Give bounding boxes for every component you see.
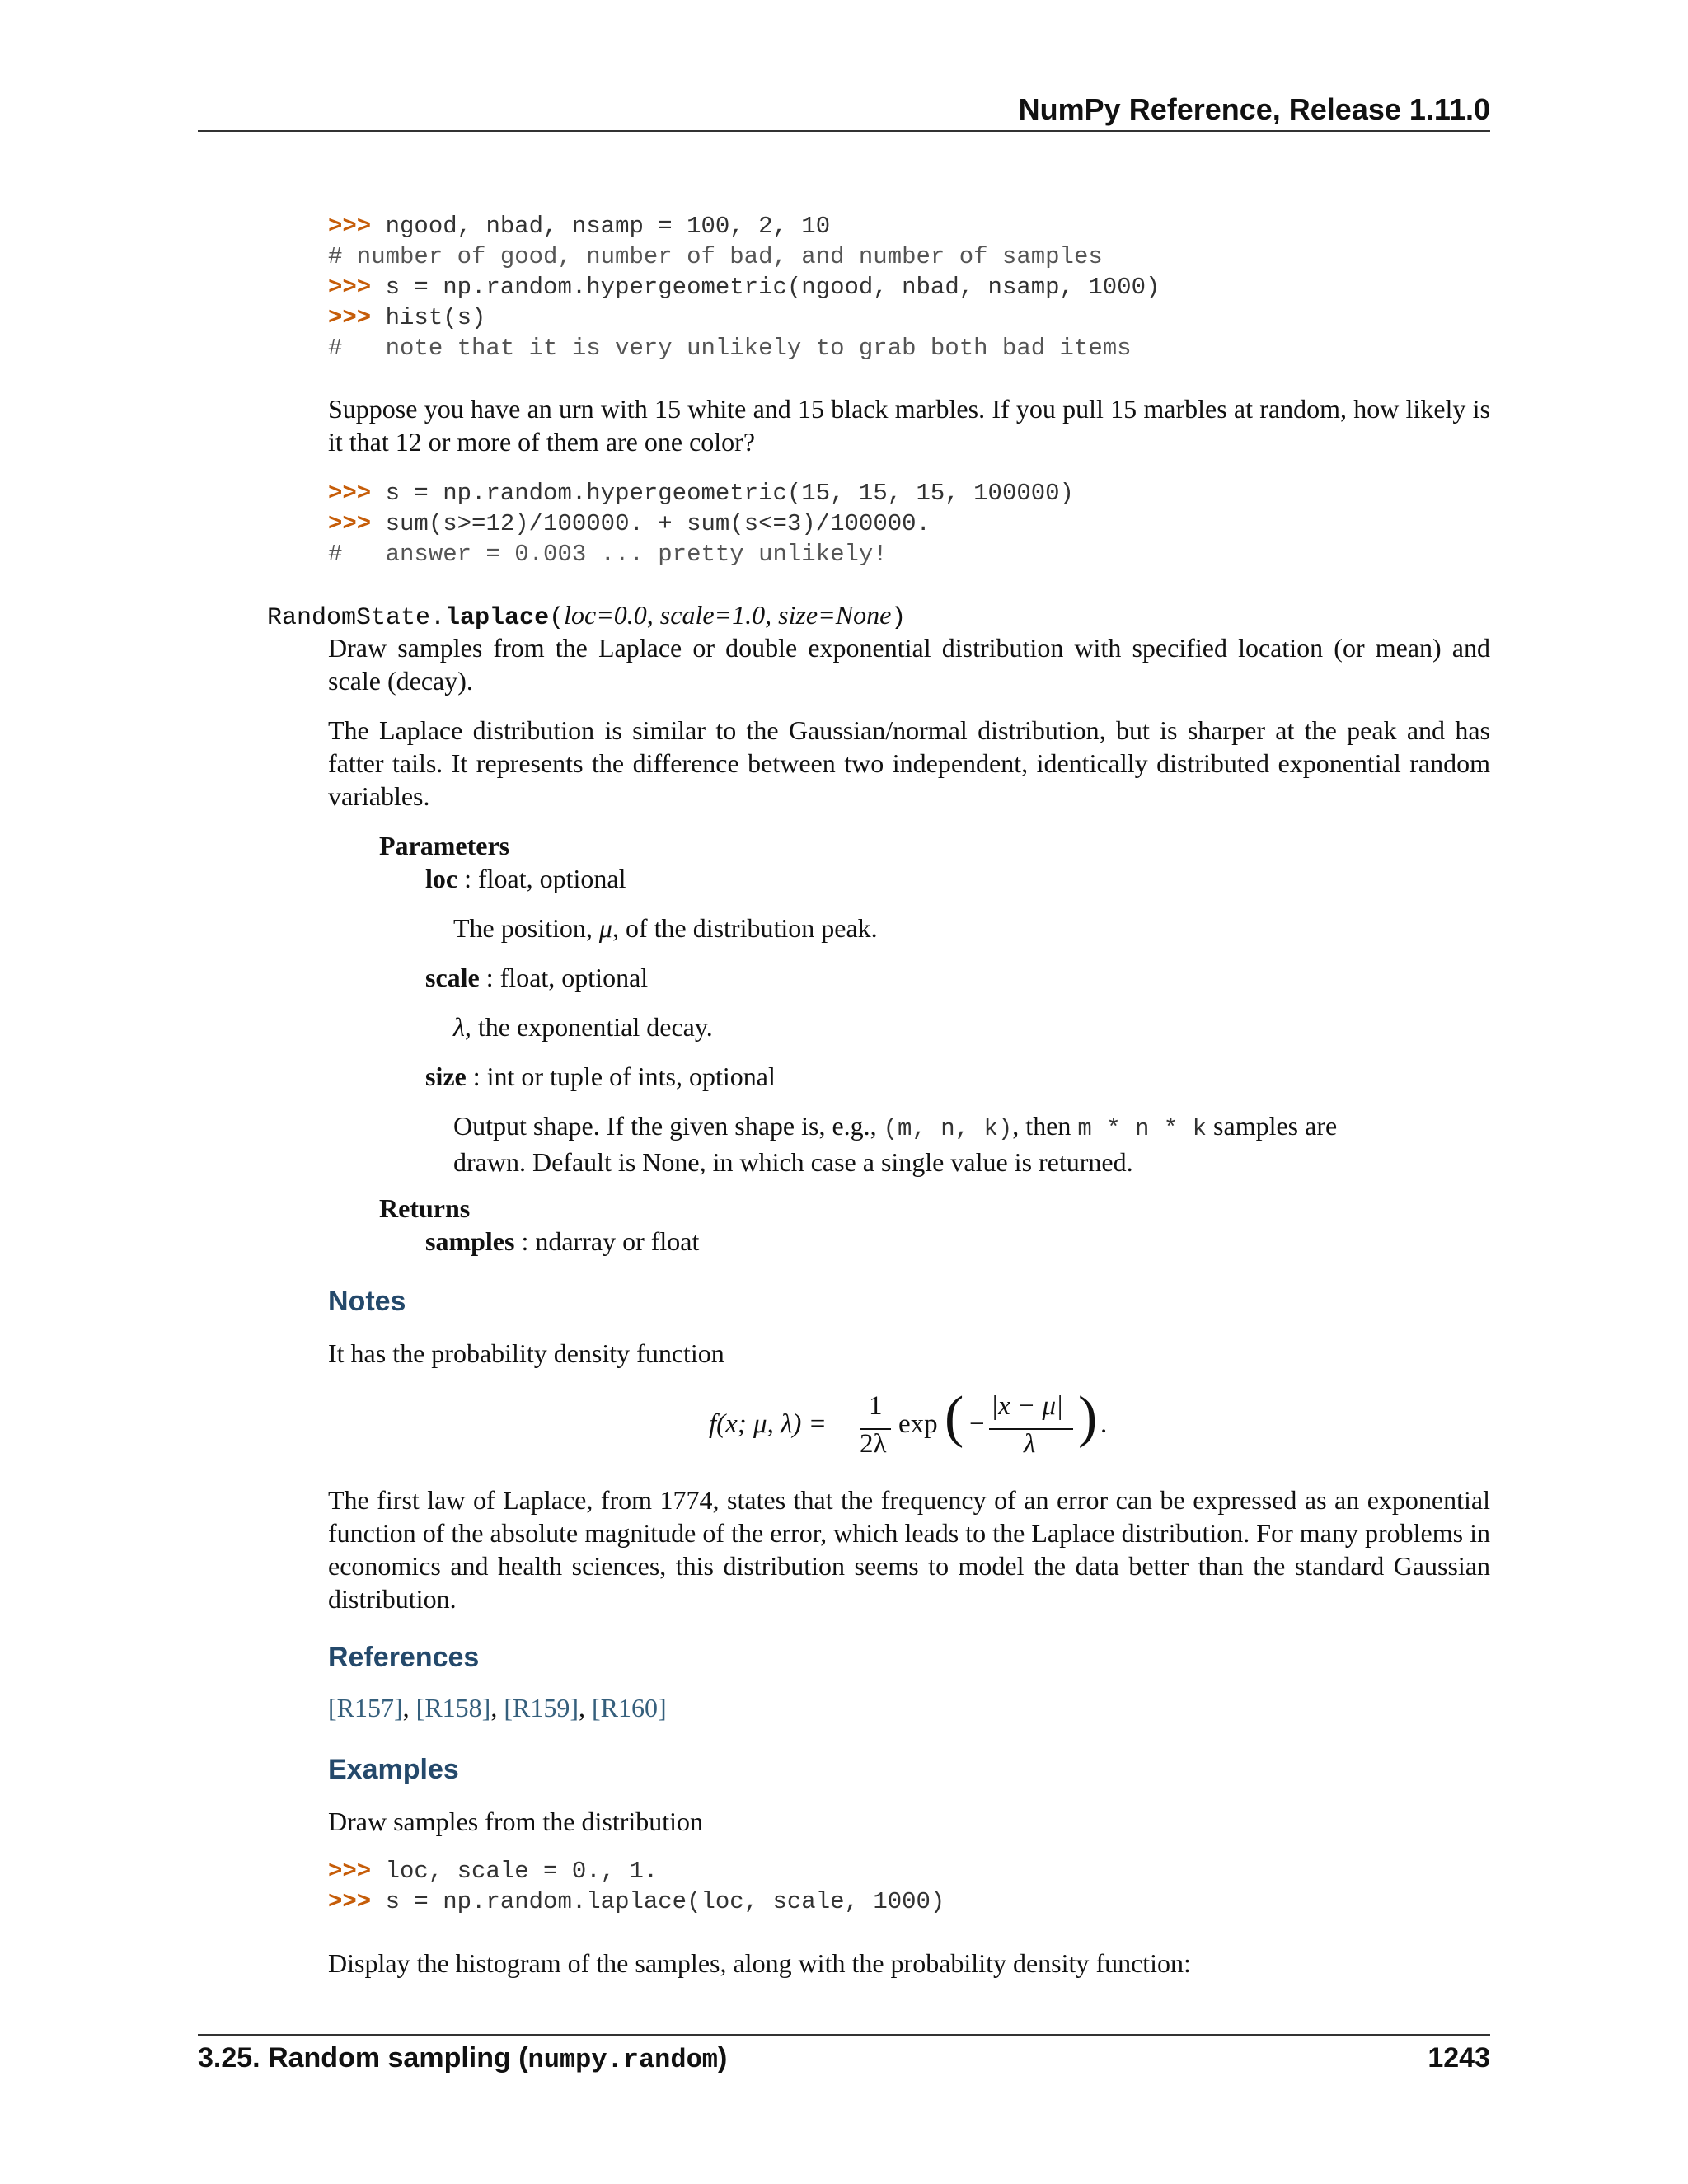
signature-sep: , [646, 600, 660, 630]
signature-arg: size=None [778, 600, 892, 630]
formula-frac1-num: 1 [869, 1391, 883, 1421]
code-block-laplace [328, 1856, 1490, 1917]
signature-arg: scale=1.0 [659, 600, 766, 630]
code-line: >>> loc, scale = 0., 1. [328, 1858, 659, 1885]
code-line: >>> s = np.random.laplace(loc, scale, 1000) [328, 1888, 945, 1915]
reference-link[interactable]: [R159] [504, 1693, 579, 1722]
reference-sep: , [490, 1693, 504, 1722]
notes-heading: Notes [328, 1286, 406, 1317]
code-line: >>> s = np.random.hypergeometric(15, 15, 15, 100000) [328, 480, 1074, 507]
param-name: size [425, 1062, 467, 1091]
examples-heading: Examples [328, 1754, 459, 1785]
formula-frac2-den: λ [1024, 1429, 1036, 1459]
param-size [425, 1060, 776, 1093]
reference-sep: , [578, 1693, 592, 1722]
formula-frac2-num: |x − μ| [991, 1391, 1064, 1421]
notes-intro: It has the probability density function [328, 1338, 724, 1368]
code-line: # number of good, number of bad, and number of samples [328, 243, 1103, 270]
returns-label: Returns [379, 1193, 471, 1223]
running-header: NumPy Reference, Release 1.11.0 [1018, 92, 1490, 126]
formula-lhs: f(x; μ, λ) = [709, 1409, 827, 1439]
formula-rparen: ) [1078, 1385, 1098, 1449]
signature-paren: ) [891, 604, 907, 632]
reference-link[interactable]: [R158] [415, 1693, 491, 1722]
examples-intro: Draw samples from the distribution [328, 1807, 704, 1836]
code-line: >>> s = np.random.hypergeometric(ngood, nbad, nsamp, 1000) [328, 274, 1160, 301]
function-signature [267, 598, 906, 635]
param-name: scale [425, 963, 480, 992]
param-type: : float, optional [479, 963, 649, 992]
reference-link[interactable]: [R157] [328, 1693, 403, 1722]
param-scale [425, 961, 648, 994]
param-scale-desc: λ, the exponential decay. [453, 1012, 713, 1042]
formula-lparen: ( [945, 1385, 964, 1449]
examples-outro: Display the histogram of the samples, along with the probability density function: [328, 1948, 1191, 1978]
reference-link[interactable]: [R160] [591, 1693, 667, 1722]
formula-exp: exp [898, 1409, 938, 1439]
param-size-desc: Output shape. If the given shape is, e.g., (m, n, k), then m * n * k samples are drawn. Default is None, in which case a single value is returned. [453, 1111, 1338, 1177]
code-line: # note that it is very unlikely to grab both bad items [328, 335, 1132, 362]
pdf-formula [709, 1385, 1121, 1474]
parameters-label: Parameters [379, 831, 510, 860]
signature-paren: ( [549, 604, 565, 632]
function-description: The Laplace distribution is similar to the Gaussian/normal distribution, but is sharper at the peak and has fatter tails. It represents the difference between two independent, identically distributed exponential random variables. [328, 715, 1490, 811]
page-number: 1243 [1428, 2042, 1490, 2074]
signature-sep: , [765, 600, 779, 630]
param-loc-desc: The position, μ, of the distribution peak. [453, 913, 878, 943]
footer-section-title: 3.25. Random sampling (numpy.random) [198, 2042, 728, 2075]
formula-period: . [1100, 1409, 1108, 1439]
footer-rule [198, 2034, 1490, 2036]
param-loc [425, 862, 626, 895]
code-line: # answer = 0.003 ... pretty unlikely! [328, 541, 888, 568]
code-line: >>> sum(s>=12)/100000. + sum(s<=3)/100000. [328, 510, 931, 537]
header-rule [198, 130, 1490, 132]
code-block-hypergeometric-2 [328, 478, 1490, 569]
return-samples [425, 1225, 699, 1258]
param-name: loc [425, 864, 458, 893]
function-summary: Draw samples from the Laplace or double exponential distribution with specified location (or mean) and scale (decay). [328, 633, 1490, 696]
code-line: >>> ngood, nbad, nsamp = 100, 2, 10 [328, 213, 831, 240]
notes-body: The first law of Laplace, from 1774, states that the frequency of an error can be expressed as an exponential function of the absolute magnitude of the error, which leads to the Laplace distribution. For many problems in economics and health sciences, this distribution seems to model the data better than the standard Gaussian distribution. [328, 1485, 1490, 1614]
signature-arg: loc=0.0 [564, 600, 647, 630]
references-heading: References [328, 1642, 480, 1673]
formula-minus: − [969, 1409, 985, 1439]
references-list [328, 1691, 667, 1724]
param-type: : int or tuple of ints, optional [466, 1062, 776, 1091]
signature-class: RandomState. [267, 604, 446, 632]
formula-frac1-den: 2λ [860, 1429, 887, 1459]
code-block-hypergeometric-1 [328, 211, 1490, 363]
urn-paragraph: Suppose you have an urn with 15 white and 15 black marbles. If you pull 15 marbles at random, how likely is it that 12 or more of them are one color? [328, 394, 1490, 457]
param-type: : float, optional [457, 864, 626, 893]
return-type: : ndarray or float [514, 1226, 700, 1256]
return-name: samples [425, 1226, 515, 1256]
code-line: >>> hist(s) [328, 304, 486, 331]
signature-name: laplace [445, 604, 550, 632]
reference-sep: , [402, 1693, 416, 1722]
